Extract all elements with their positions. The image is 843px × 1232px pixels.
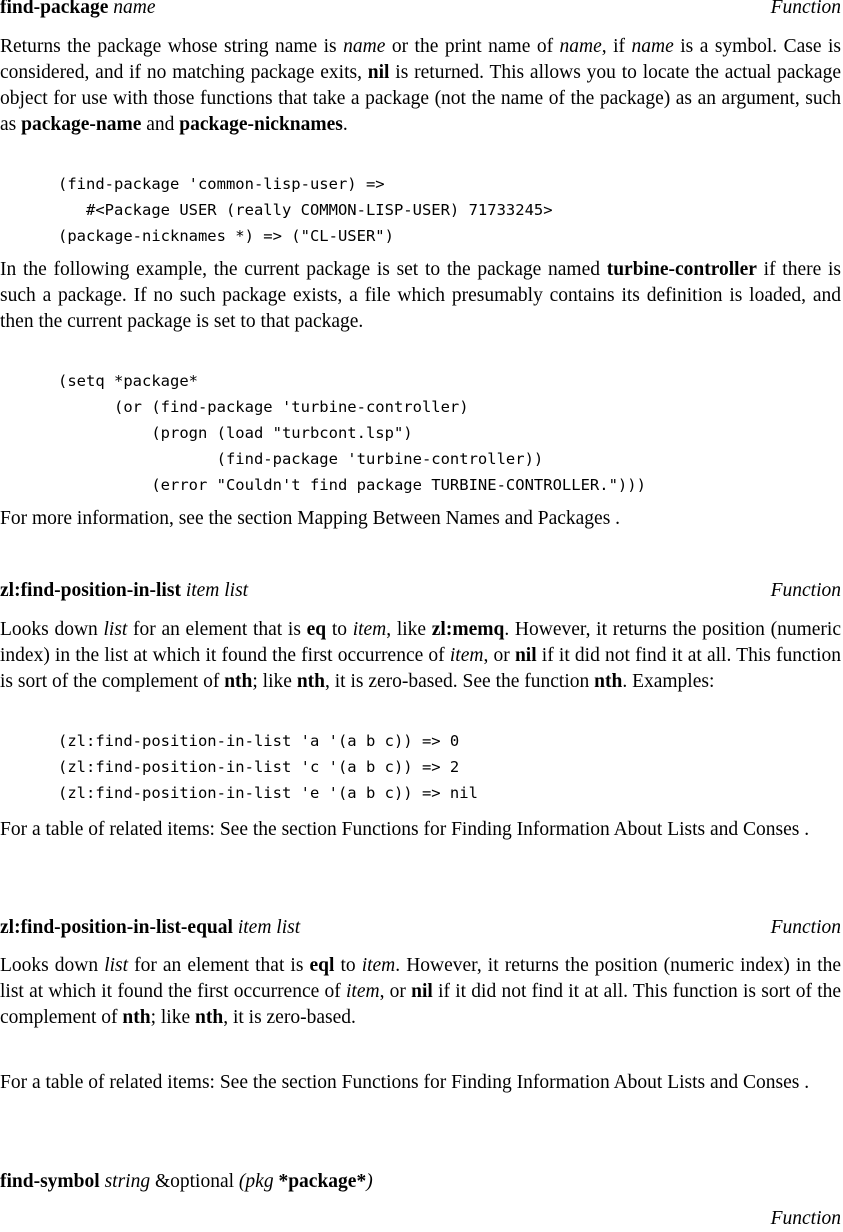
entry-header-find-symbol [0,1169,841,1195]
function-args: name [113,0,156,18]
entry-kind: Function [770,1208,841,1229]
entry-kind: Function [770,917,841,938]
signature [0,1169,373,1195]
entry-kind: Function [770,580,841,601]
code-line: (or (find-package 'turbine-controller) [58,398,469,416]
description-paragraph: Looks down list for an element that is eq to item, like zl:memq. However, it returns the position (numeric index) in the list at which it found the first occurrence of item, or nil if it did not find it at all. This function is sort of the complement of nth; like nth, it is zero-based. See the function nth. Examples: [0,619,841,692]
code-line: (progn (load "turbcont.lsp") [58,424,413,442]
function-args: item list [185,580,249,601]
description-paragraph: In the following example, the current package is set to the package named turbine-controller if there is such a package. If no such package exists, a file which presumably contains its definition is loaded, and then the current package is set to that package. [0,259,841,332]
function-name: find-symbol [0,1171,100,1192]
signature [0,0,155,21]
see-also-paragraph: For a table of related items: See the section Functions for Finding Information About Lists and Conses . [0,819,810,840]
code-line: (find-package 'turbine-controller)) [58,450,544,468]
entry-header-find-position-in-list [0,578,841,604]
function-name: zl:find-position-in-list-equal [0,917,233,938]
entry-header-find-package [0,0,841,21]
function-name: zl:find-position-in-list [0,580,181,601]
code-line: (zl:find-position-in-list 'a '(a b c)) => 0 [58,732,460,750]
code-line: (zl:find-position-in-list 'e '(a b c)) => nil [58,784,478,802]
optional-arg: (pkg [238,1171,274,1192]
function-args: item list [237,917,301,938]
entry-kind: Function [770,0,841,18]
signature [0,915,300,941]
code-line: (find-package 'common-lisp-user) => [58,175,385,193]
description-paragraph: Looks down list for an element that is eql to item. However, it returns the position (numeric index) in the list at which it found the first occurrence of item, or nil if it did not find it at all. This function is sort of the complement of nth; like nth, it is zero-based. [0,955,842,1028]
optional-default: *package* [278,1171,367,1192]
code-example [58,728,478,806]
code-example [58,171,553,249]
see-also-paragraph: For more information, see the section Mapping Between Names and Packages . [0,508,621,529]
see-also-paragraph: For a table of related items: See the section Functions for Finding Information About Lists and Conses . [0,1072,810,1093]
optional-keyword: &optional [154,1171,235,1192]
function-name: find-package [0,0,109,18]
code-line: (error "Couldn't find package TURBINE-CONTROLLER."))) [58,476,646,494]
code-line: (setq *package* [58,372,198,390]
code-line: (package-nicknames *) => ("CL-USER") [58,227,394,245]
optional-close: ) [366,1171,373,1192]
code-line: (zl:find-position-in-list 'c '(a b c)) => 2 [58,758,460,776]
function-args: string [104,1171,151,1192]
code-line: #<Package USER (really COMMON-LISP-USER) 71733245> [58,201,553,219]
code-example [58,368,646,498]
entry-header-find-position-in-list-equal [0,915,841,941]
description-paragraph: Returns the package whose string name is name or the print name of name, if name is a symbol. Case is considered, and if no matching package exits, nil is returned. This allows you to locate the actual package object for use with those functions that take a package (not the name of the package) as an argument, such as package-name and package-nicknames. [0,36,841,135]
entry-kind-row [0,1206,841,1232]
signature [0,578,248,604]
